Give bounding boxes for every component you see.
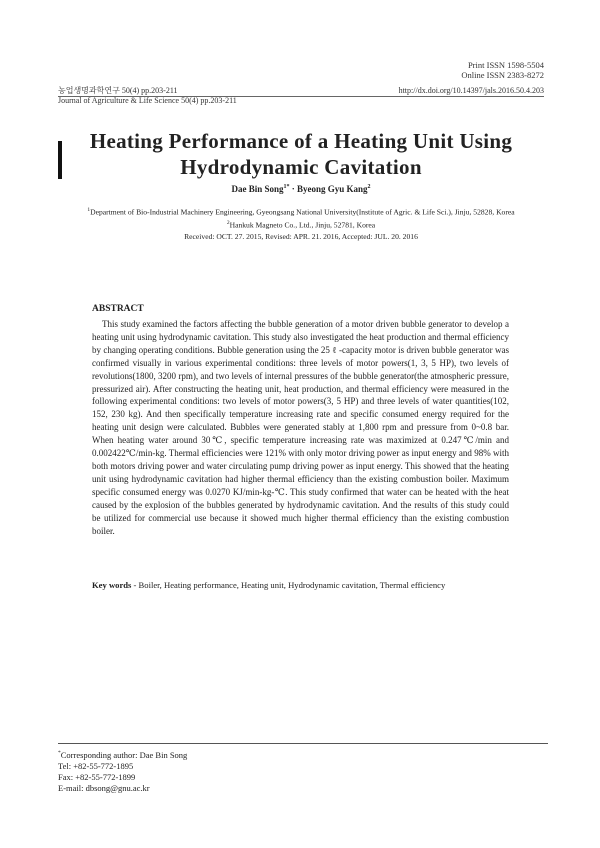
title-line-2: Hydrodynamic Cavitation	[180, 155, 422, 179]
footnote-tel: Tel: +82-55-772-1895	[58, 761, 134, 772]
title-line-1: Heating Performance of a Heating Unit Using	[89, 129, 513, 153]
author-separator: ·	[289, 184, 297, 194]
affiliation-1	[58, 205, 544, 218]
header-divider	[58, 96, 544, 97]
english-journal-line: Journal of Agriculture & Life Science 50(4) pp.203-211	[58, 96, 237, 105]
footnote-star: *	[58, 750, 61, 756]
author-line	[58, 184, 544, 194]
affiliation-2	[58, 218, 544, 231]
issn-block	[461, 60, 544, 80]
received-dates: Received: OCT. 27. 2015, Revised: APR. 21. 2016, Accepted: JUL. 20. 2016	[184, 232, 418, 241]
footnote-divider	[58, 743, 548, 744]
keywords	[92, 580, 445, 590]
aff-1-sup: 1	[87, 207, 91, 213]
footnote-fax: Fax: +82-55-772-1899	[58, 772, 136, 783]
corresponding-author	[58, 748, 187, 761]
footnote	[58, 748, 187, 795]
print-issn: Print ISSN 1598-5504	[467, 60, 544, 70]
aff-2-sup: 2	[226, 219, 230, 226]
corresponding-text: Corresponding author: Dae Bin Song	[60, 749, 188, 760]
footnote-email[interactable]: E-mail: dbsong@gnu.ac.kr	[58, 783, 150, 794]
affiliations	[58, 205, 544, 230]
doi-link[interactable]: http://dx.doi.org/10.14397/jals.2016.50.4.203	[398, 86, 544, 95]
abstract-body: This study examined the factors affecting the bubble generation of a motor driven bubble generator to develop a heating unit using hydrodynamic cavitation. This study also investigated the heat production and thermal efficiency by changing operating conditions. Bubble generation using the 25 ℓ -capacity motor is driven bubble generator was confirmed visually in various experimental conditions: three levels of motor powers(1, 3, 5 HP), two levels of revolutions(1800, 3200 rpm), and two levels of internal pressures of the bubble generator(the atmospheric pressure, pressurized air). After constructing the heating unit, heat production, and thermal efficiency were measured in the following experimental conditions: two levels of motor powers(3, 5 HP) and three levels of water quantities(102, 152, 230 kg). And then specifically temperature increasing rate and specific consumed energy required for the heating unit design were calculated. Bubbles were generated stably at 1,800 rpm and pressure from 0~0.8 bar. When heating water around 30℃, specific temperature increasing rate was maximized at 0.247℃/min and 0.002422℃/min-kg. Thermal efficiencies were 121% with only motor driving power as input energy and 98% with both motors driving power and water circulating pump driving power as input energy. This showed that the heating unit using hydrodynamic cavitation had higher thermal efficiency than the existing combustion boiler. Maximum specific consumed energy was 0.0270 KJ/min-kg-℃. This study confirmed that water can be heated with the heat caused by the explosion of the bubbles generated by hydrodynamic cavitation. And the results of this study could be utilized for commercial use because it showed much higher thermal efficiency than the existing combustion boiler.	[92, 319, 509, 536]
abstract-heading: ABSTRACT	[92, 304, 144, 314]
author-1-sup: 1*	[283, 184, 290, 190]
keywords-text: - Boiler, Heating performance, Heating unit, Hydrodynamic cavitation, Thermal efficiency	[131, 580, 446, 590]
author-2: Byeong Gyu Kang	[297, 184, 368, 194]
keywords-label: Key words	[92, 580, 132, 590]
author-1: Dae Bin Song	[231, 184, 284, 194]
author-2-sup: 2	[367, 184, 371, 190]
korean-journal-line: 농업생명과학연구 50(4) pp.203-211	[58, 86, 178, 95]
paper-title	[58, 128, 544, 180]
online-issn: Online ISSN 2383-8272	[461, 70, 544, 80]
aff-2-text: Hankuk Magneto Co., Ltd., Jinju, 52781, Korea	[229, 220, 376, 230]
aff-1-text: Department of Bio-Industrial Machinery Engineering, Gyeongsang National University(Institute of Agric. & Life Sci.), Jinju, 52828, Korea	[90, 207, 515, 217]
